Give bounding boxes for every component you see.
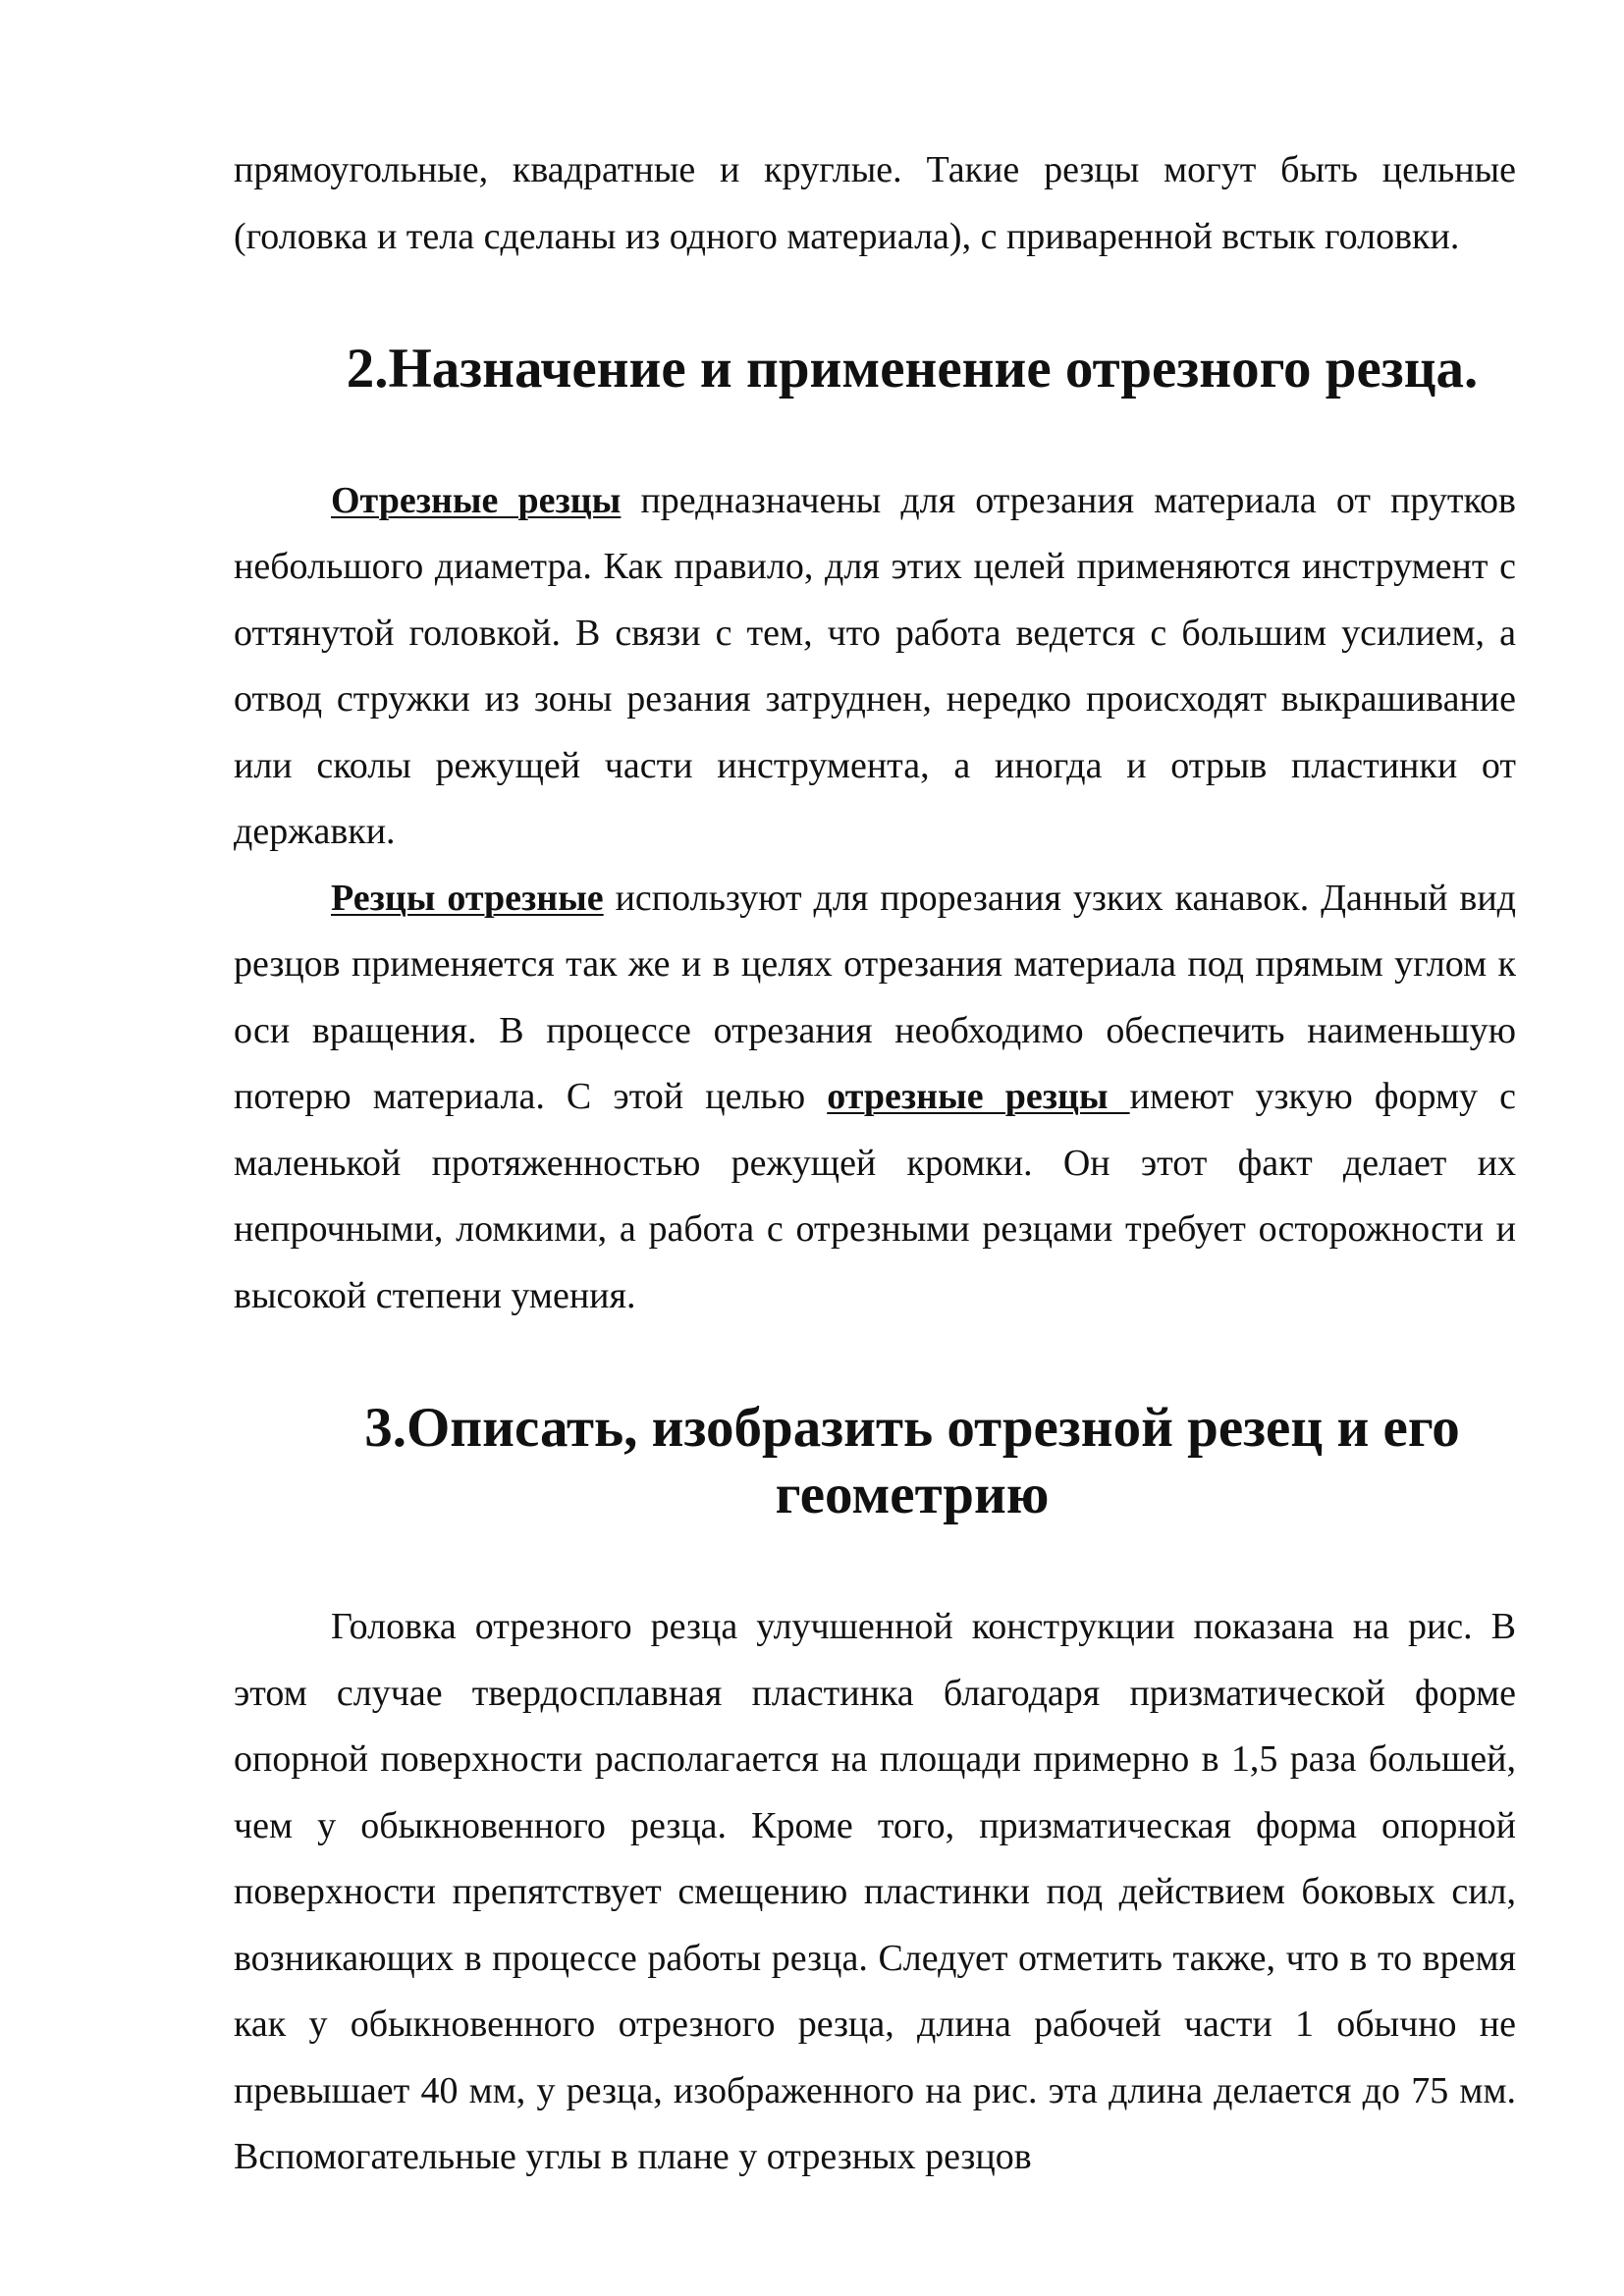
section-3-heading: 3.Описать, изобразить отрезной резец и его геометрию <box>364 1397 1460 1525</box>
section-3-paragraph-1: Головка отрезного резца улучшенной конструкции показана на рис. В этом случае твердосплавная пластинка благодаря призматической форме опорной поверхности располагается на площади примерно в 1,5 раза большей, чем у обыкновенного резца. Кроме того, призматическая форма опорной поверхности препятствует смещению пластинки под действием боковых сил, возникающих в процессе работы резца. Следует отметить также, что в то время как у обыкновенного отрезного резца, длина рабочей части 1 обычно не превышает 40 мм, у резца, изображенного на рис. эта длина делается до 75 мм. Вспомогательные углы в плане у отрезных резцов <box>234 1606 1516 2177</box>
section-2-paragraph-2 <box>234 866 1516 1330</box>
section-2-paragraph-1 <box>234 468 1516 866</box>
document-page <box>234 137 1516 2191</box>
term-reztsy-otreznye: Резцы отрезные <box>331 877 604 919</box>
paragraph-text-before: используют для прорезания узких канавок. Данный вид резцов применяется так же и в целях отрезания материала под прямым углом к оси вращения. В процессе отрезания необходимо обеспечить наименьшую потерю материала. С этой целью <box>234 877 1516 1117</box>
paragraph-text-after: имеют узкую форму с маленькой протяженностью режущей кромки. Он этот факт делает их непрочными, ломкими, а работа с отрезными резцами требует осторожности и высокой степени умения. <box>234 1076 1516 1316</box>
paragraph-text: предназначены для отрезания материала от прутков небольшого диаметра. Как правило, для этих целей применяются инструмент с оттянутой головкой. В связи с тем, что работа ведется с большим усилием, а отвод стружки из зоны резания затруднен, нередко происходят выкрашивание или сколы режущей части инструмента, а иногда и отрыв пластинки от державки. <box>234 479 1516 852</box>
term-otreznye-reztsy-inline: отрезные резцы <box>827 1076 1130 1117</box>
term-otreznye-reztsy: Отрезные резцы <box>331 479 622 521</box>
section-2-heading: 2.Назначение и применение отрезного резца. <box>346 338 1479 400</box>
intro-paragraph: прямоугольные, квадратные и круглые. Такие резцы могут быть цельные (головка и тела сделаны из одного материала), с приваренной встык головки. <box>234 149 1516 257</box>
